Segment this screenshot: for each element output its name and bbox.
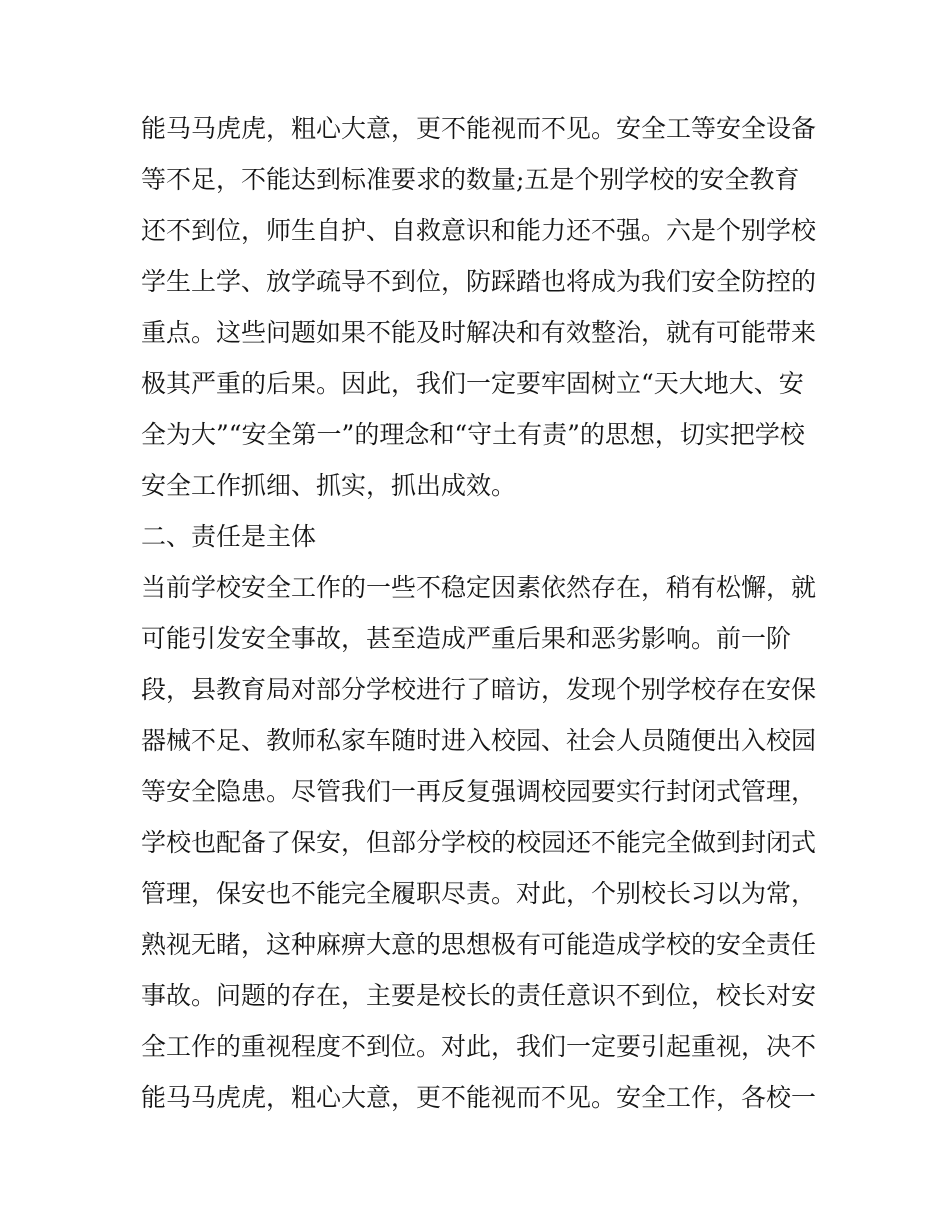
text-line: 学校也配备了保安，但部分学校的校园还不能完全做到封闭式 (141, 828, 817, 857)
body-text (141, 103, 821, 1123)
text-line: 全工作的重视程度不到位。对此，我们一定要引起重视，决不 (141, 1032, 817, 1061)
text-line: 熟视无睹，这种麻痹大意的思想极有可能造成学校的安全责任 (141, 930, 817, 959)
text-line: 重点。这些问题如果不能及时解决和有效整治，就有可能带来 (141, 318, 817, 347)
text-line: 学生上学、放学疏导不到位，防踩踏也将成为我们安全防控的 (141, 267, 817, 296)
text-line: 全为大”“安全第一”的理念和“守土有责”的思想，切实把学校 (141, 420, 805, 449)
text-line: 安全工作抓细、抓实，抓出成效。 (141, 471, 517, 500)
text-line: 段，县教育局对部分学校进行了暗访，发现个别学校存在安保 (141, 675, 817, 704)
text-line: 等不足，不能达到标准要求的数量;五是个别学校的安全教育 (141, 165, 800, 194)
section-heading: 二、责任是主体 (141, 522, 317, 551)
text-line: 极其严重的后果。因此，我们一定要牢固树立“天大地大、安 (141, 369, 804, 398)
text-line: 可能引发安全事故，甚至造成严重后果和恶劣影响。前一阶 (141, 624, 792, 653)
text-line: 等安全隐患。尽管我们一再反复强调校园要实行封闭式管理， (141, 777, 817, 806)
text-line: 事故。问题的存在，主要是校长的责任意识不到位，校长对安 (141, 981, 817, 1010)
text-line: 能马马虎虎，粗心大意，更不能视而不见。安全工作，各校一 (141, 1083, 817, 1112)
text-line: 器械不足、教师私家车随时进入校园、社会人员随便出入校园 (141, 726, 817, 755)
text-line: 管理，保安也不能完全履职尽责。对此，个别校长习以为常， (141, 879, 817, 908)
text-line: 当前学校安全工作的一些不稳定因素依然存在，稍有松懈，就 (141, 573, 817, 602)
text-line: 还不到位，师生自护、自救意识和能力还不强。六是个别学校 (141, 216, 817, 245)
text-line: 能马马虎虎，粗心大意，更不能视而不见。安全工等安全设备 (141, 114, 817, 143)
